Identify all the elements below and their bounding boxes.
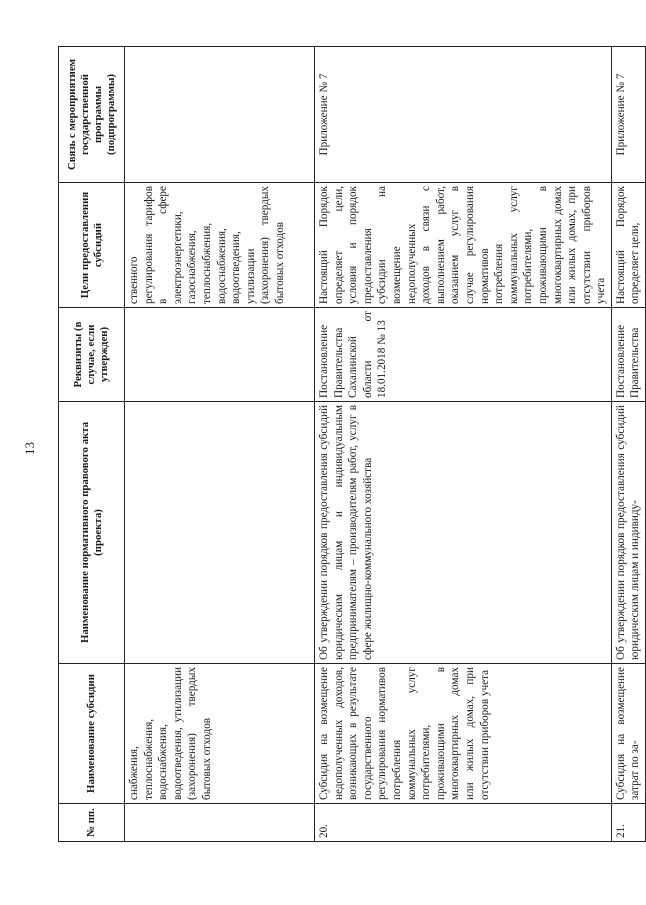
header-program-link: Связь с мероприятием государственной программы (подпрограммы): [59, 47, 125, 183]
page-number: 13: [22, 442, 37, 455]
cell-requisites: Постановление Правительства: [611, 308, 645, 402]
header-subsidy-name: Наименование субсидии: [59, 664, 125, 804]
cell-number: 20.: [315, 804, 612, 842]
cell-program-link: Приложение № 7: [315, 47, 612, 183]
cell-goals: ственного регулирования тарифов в сфере электроэнергетики, газоснабжения, теплоснабжения, водоснабжения, водоотведения, утилизации (захоронения) твердых бытовых отходов: [125, 183, 315, 308]
header-number: № пп.: [59, 804, 125, 842]
cell-subsidy-name: снабжения, теплоснабжения, водоснабжения, водоотведения, утилизации (захоронения) твердых бытовых отходов: [125, 664, 315, 804]
cell-subsidy-name: Субсидия на возмещение недополученных доходов, возникающих в результате государственного регулирования нормативов потребления коммунальных услуг потребителями, проживающими в многоквартирных домах или жилых домах, при отсутствии приборов учета: [315, 664, 612, 804]
cell-requisites: [125, 308, 315, 402]
header-act-name: Наименование нормативного правового акта (проекта): [59, 402, 125, 664]
header-goals: Цели предоставления субсидий: [59, 183, 125, 308]
rotated-table-container: [58, 47, 642, 842]
table-row: [125, 47, 315, 842]
cell-number: 21.: [611, 804, 645, 842]
subsidies-table: [58, 46, 646, 842]
cell-act-name: Об утверждении порядков предоставления субсидий юридическим лицам и индивидуальным предпринимателям – производителям работ, услуг в сфере жилищно-коммунального хозяйства: [315, 402, 612, 664]
cell-program-link: Приложение № 7: [611, 47, 645, 183]
cell-act-name: [125, 402, 315, 664]
table-row: [611, 47, 645, 842]
cell-goals: Настоящий Порядок определяет цели,: [611, 183, 645, 308]
cell-requisites: Постановление Правительства Сахалинской области от 18.01.2018 № 13: [315, 308, 612, 402]
cell-goals: Настоящий Порядок определяет цели, условия и порядок предоставления субсидии на возмещение недополученных доходов в связи с выполнением работ, оказанием услуг в случае регулирования нормативов потребления коммунальных услуг потребителями, проживающими в многоквартирных домах или жилых домах, при отсутствии приборов учета: [315, 183, 612, 308]
cell-program-link: [125, 47, 315, 183]
cell-subsidy-name: Субсидия на возмещение затрат по за-: [611, 664, 645, 804]
cell-act-name: Об утверждении порядков предоставления субсидий юридическим лицам и индивиду-: [611, 402, 645, 664]
header-requisites: Реквизиты (в случае, если утвержден): [59, 308, 125, 402]
table-row: [315, 47, 612, 842]
table-header-row: [59, 47, 125, 842]
cell-number: [125, 804, 315, 842]
